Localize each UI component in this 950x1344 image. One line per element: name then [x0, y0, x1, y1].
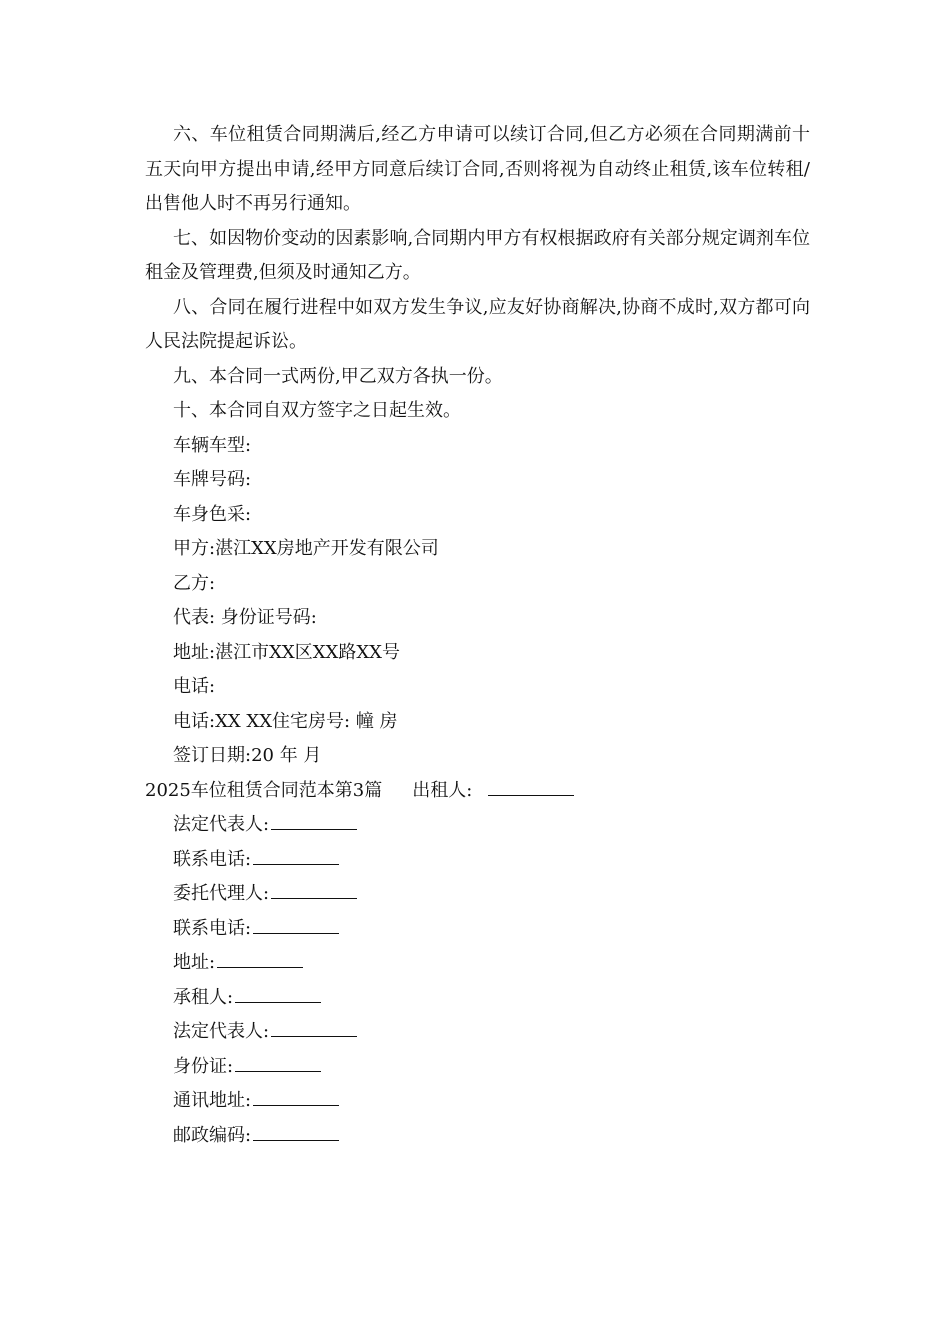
clause-7: 七、如因物价变动的因素影响,合同期内甲方有权根据政府有关部分规定调剂车位租金及管理费,但须及时通知乙方。 [145, 227, 810, 283]
mail-address-line [145, 1084, 810, 1119]
legal-rep-label-2: 法定代表人: [173, 1021, 270, 1042]
postal-code-blank [253, 1122, 339, 1141]
sign-date-field: 签订日期:20 年 月 [173, 745, 322, 766]
section-3-heading: 2025车位租赁合同范本第3篇 [145, 779, 383, 801]
document-body [145, 118, 810, 1153]
legal-rep-blank-2 [271, 1018, 357, 1037]
lessor-label: 出租人: [412, 779, 473, 801]
lessee-label: 承租人: [173, 986, 234, 1008]
address-blank [217, 949, 303, 968]
clause-9: 九、本合同一式两份,甲乙双方各执一份。 [173, 365, 503, 387]
contact-phone-line-2 [145, 912, 810, 947]
plate-number-field: 车牌号码: [173, 469, 252, 490]
lessee-blank [235, 984, 321, 1003]
clause-10: 十、本合同自双方签字之日起生效。 [173, 400, 461, 421]
contact-phone-label-2: 联系电话: [173, 917, 252, 939]
contact-phone-label-1: 联系电话: [173, 848, 252, 870]
body-color-field: 车身色采: [173, 503, 252, 525]
vehicle-type-field: 车辆车型: [173, 434, 252, 456]
legal-rep-label-1: 法定代表人: [173, 814, 270, 835]
legal-rep-line-1 [145, 808, 810, 843]
postal-code-label: 邮政编码: [173, 1124, 252, 1146]
postal-code-line [145, 1119, 810, 1154]
id-card-blank [235, 1053, 321, 1072]
address-line [145, 946, 810, 981]
address-field: 地址:湛江市XX区XX路XX号 [173, 641, 400, 663]
id-card-label: 身份证: [173, 1055, 234, 1077]
lessor-blank [488, 777, 574, 796]
clause-6: 六、车位租赁合同期满后,经乙方申请可以续订合同,但乙方必须在合同期满前十五天向甲方提出申请,经甲方同意后续订合同,否则将视为自动终止租赁,该车位转租/出售他人时不再另行通知。 [145, 124, 810, 214]
contact-phone-blank-2 [253, 915, 339, 934]
legal-rep-line-2 [145, 1015, 810, 1050]
lessee-line [145, 981, 810, 1016]
agent-line [145, 877, 810, 912]
contact-phone-line-1 [145, 843, 810, 878]
contact-phone-blank-1 [253, 846, 339, 865]
legal-rep-blank-1 [271, 811, 357, 830]
clause-8: 八、合同在履行进程中如双方发生争议,应友好协商解决,协商不成时,双方都可向人民法院提起诉讼。 [145, 296, 810, 352]
mail-address-blank [253, 1087, 339, 1106]
representative-field: 代表: 身份证号码: [173, 607, 317, 628]
party-b-field: 乙方: [173, 572, 216, 594]
agent-label: 委托代理人: [173, 883, 270, 904]
phone-room-field: 电话:XX XX住宅房号: 幢 房 [173, 710, 398, 732]
id-card-line [145, 1050, 810, 1085]
agent-blank [271, 880, 357, 899]
section-3-heading-line [145, 774, 810, 809]
mail-address-label: 通讯地址: [173, 1090, 252, 1111]
address-label: 地址: [173, 952, 216, 973]
phone-field: 电话: [173, 676, 216, 697]
party-a-field: 甲方:湛江XX房地产开发有限公司 [173, 538, 439, 559]
